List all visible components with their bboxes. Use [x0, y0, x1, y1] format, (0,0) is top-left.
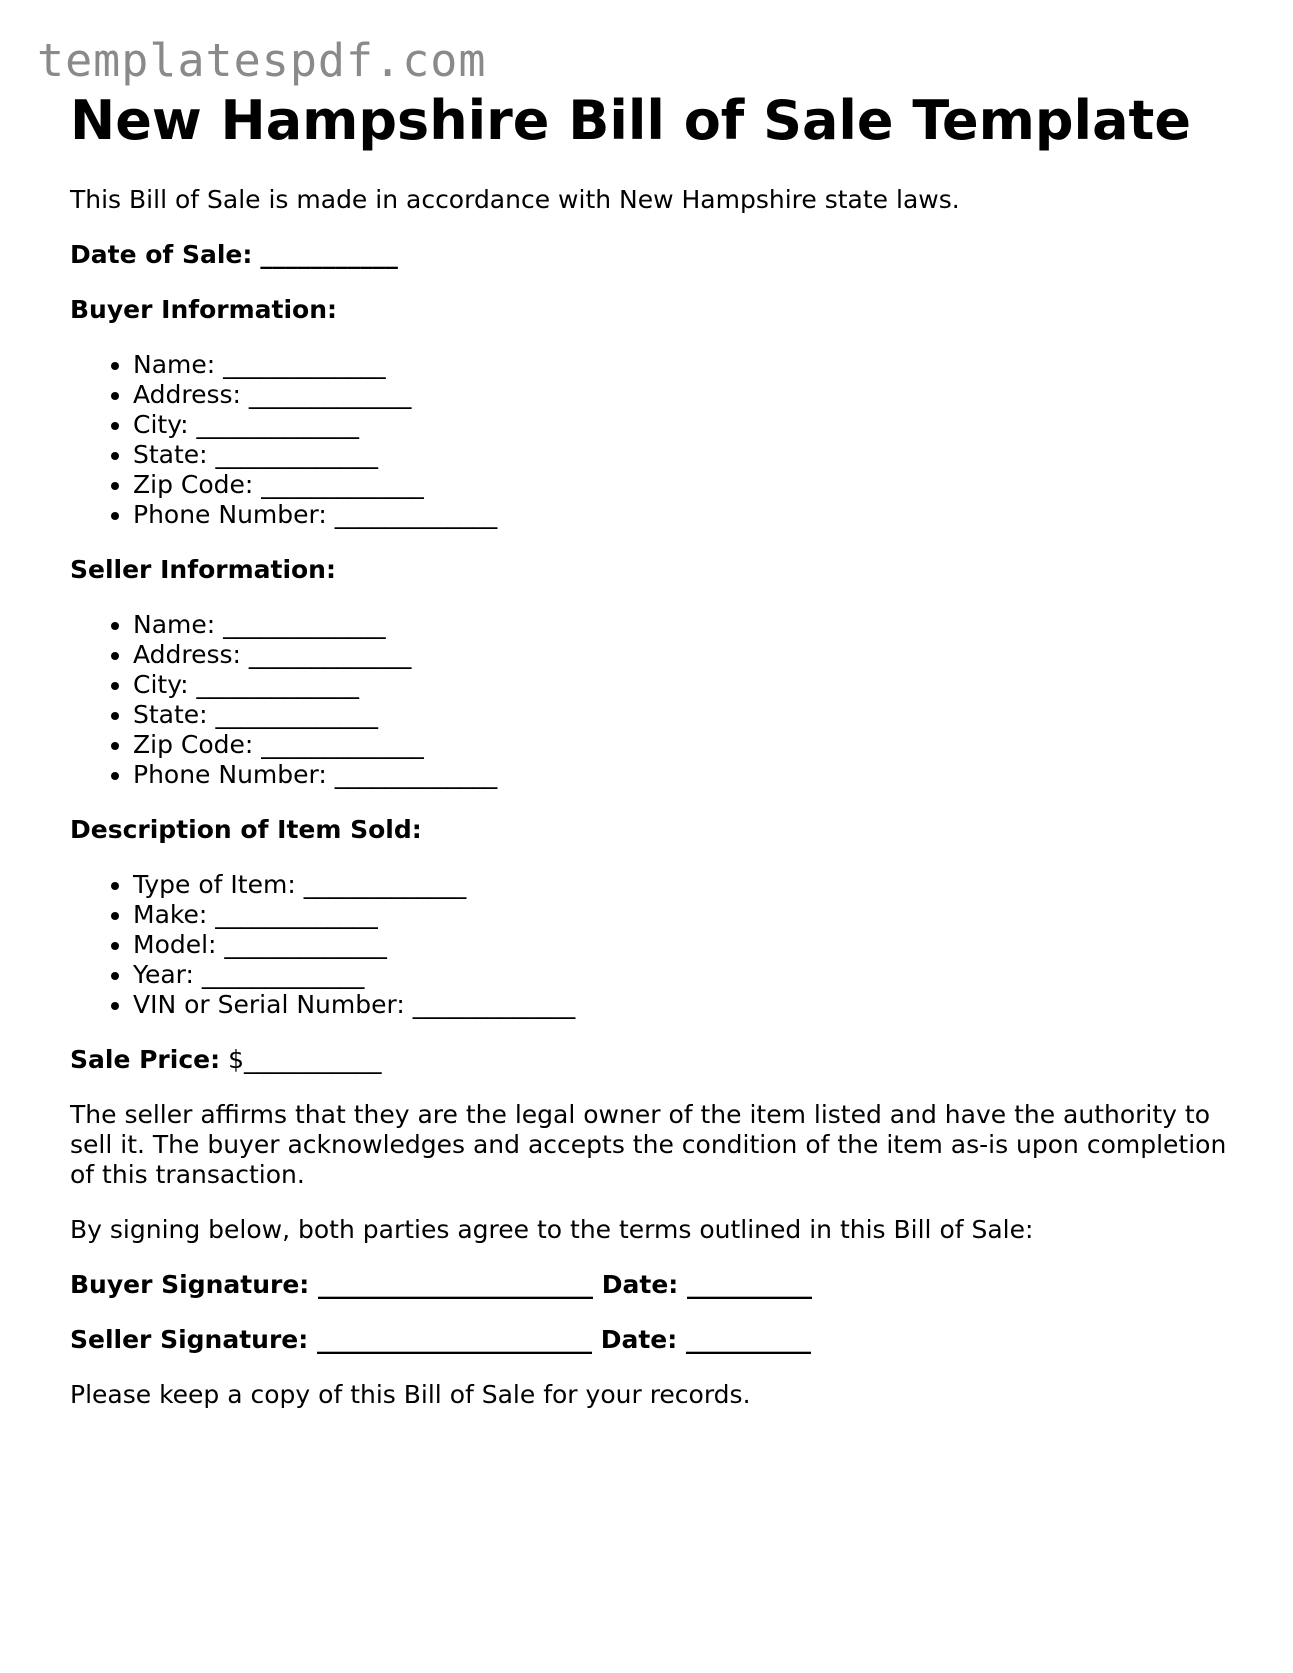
item-heading: Description of Item Sold: [70, 815, 422, 844]
buyer-address-field: • Address: _____________ [133, 380, 1230, 410]
item-year-field: • Year: _____________ [133, 960, 1230, 990]
document-page [70, 88, 1230, 1410]
date-of-sale-line [70, 240, 1230, 270]
seller-address-field: • Address: _____________ [133, 640, 1230, 670]
seller-signature-blank: ______________________ [316, 1325, 592, 1354]
item-type-field: • Type of Item: _____________ [133, 870, 1230, 900]
date-of-sale-label: Date of Sale: [70, 240, 253, 269]
seller-phone-field: • Phone Number: _____________ [133, 760, 1230, 790]
page-title: New Hampshire Bill of Sale Template [70, 89, 1191, 152]
item-vin-field: • VIN or Serial Number: _____________ [133, 990, 1230, 1020]
seller-city-field: • City: _____________ [133, 670, 1230, 700]
item-make-field: • Make: _____________ [133, 900, 1230, 930]
seller-state-field: • State: _____________ [133, 700, 1230, 730]
sale-price-label: Sale Price: [70, 1045, 221, 1074]
intro-text: This Bill of Sale is made in accordance with New Hampshire state laws. [70, 185, 960, 214]
buyer-phone-field: • Phone Number: _____________ [133, 500, 1230, 530]
seller-signature-line [70, 1325, 1230, 1355]
item-list [70, 870, 1230, 1020]
sale-price-line [70, 1045, 1230, 1075]
item-model-field: • Model: _____________ [133, 930, 1230, 960]
buyer-list [70, 350, 1230, 530]
seller-name-field: • Name: _____________ [133, 610, 1230, 640]
seller-date-blank: __________ [685, 1325, 811, 1354]
date-of-sale-blank: ___________ [260, 240, 398, 269]
buyer-date-label: Date: [601, 1270, 679, 1299]
agreement-text: By signing below, both parties agree to the terms outlined in this Bill of Sale: [70, 1215, 1034, 1244]
buyer-signature-blank: ______________________ [318, 1270, 594, 1299]
seller-signature-label: Seller Signature: [70, 1325, 309, 1354]
seller-list [70, 610, 1230, 790]
buyer-signature-line [70, 1270, 1230, 1300]
footer-note: Please keep a copy of this Bill of Sale for your records. [70, 1380, 751, 1409]
seller-zip-field: • Zip Code: _____________ [133, 730, 1230, 760]
buyer-city-field: • City: _____________ [133, 410, 1230, 440]
watermark: templatespdf.com [37, 34, 487, 87]
buyer-heading: Buyer Information: [70, 295, 338, 324]
buyer-name-field: • Name: _____________ [133, 350, 1230, 380]
buyer-date-blank: __________ [687, 1270, 812, 1299]
seller-heading: Seller Information: [70, 555, 336, 584]
seller-date-label: Date: [600, 1325, 678, 1354]
buyer-signature-label: Buyer Signature: [70, 1270, 310, 1299]
buyer-zip-field: • Zip Code: _____________ [133, 470, 1230, 500]
affirmation-text: The seller affirms that they are the legal owner of the item listed and have the authority to sell it. The buyer acknowledges and accepts the condition of the item as-is upon completion of this transaction. [70, 1100, 1227, 1189]
buyer-state-field: • State: _____________ [133, 440, 1230, 470]
sale-price-value: $___________ [228, 1045, 382, 1074]
